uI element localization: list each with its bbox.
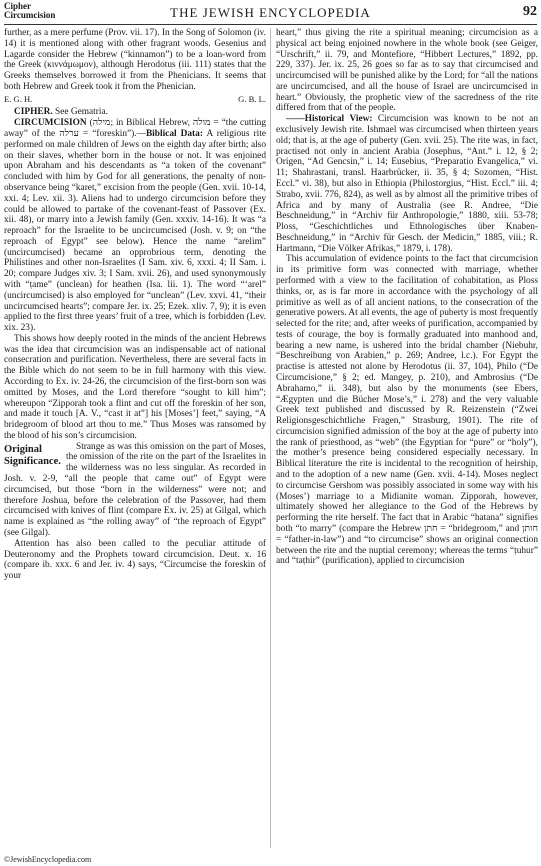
column-divider — [270, 28, 271, 848]
paragraph-accumulation: This accumulation of evidence points to the fact that circumcision in its primitive form was connected with marriage, whether performed with a view to the facilitation of cohabitation, as Ploss thinks, or, as is far more in accordance with the psychology of all primitive as well as of all ancient nations, to the consecration of the generative powers. At all events, the age of puberty is most frequently selected for the rite; and, after weeks of purification, accompanied by tests of courage, the boy is formally graduated into manhood and, bearing a new name, is ushered into the bridal chamber (Niebuhr, “Beschreibung von Arabien,” p. 269; Andree, l.c.). For Egypt the practise is attested not alone by Herodotus (ii. 37, 104), Philo (“De Circumcisione,” § 2; ed. Mangey, p. 210), and Ambrosius (“De Abrahamo,” ii. 348), but also by the monuments (see Ebers, “Ægypten und die Bücher Mose’s,” i. 278) and the very valuable Greek text published and discussed by R. Reizenstein (“Zwei Religionsgeschichtliche Fragen,” Strasburg, 1901). The rite of circumcision signified admission of the boy at the age of puberty into the rank of priesthood, as “web” (the Egyptian for “pure” or “holy”), the mother’s presence being considered especially necessary. In Biblical literature the rite is incidental to the recognition of heirship, and to the adoption of a new name (Gen. xvii. 4-14). Moses neglect to circumcise Gershom was possibly associated in some way with his (Moses’) marriage to a Midianite woman. Zipporah, however, ultimately showed her allegiance to the God of the Hebrews by performing the rite herself. The fact that in Arabic “hatana” signifies both “to marry” (compare the Hebrew חתן = “bridegroom,” and חותן = “father-in-law”) and “to circumcise” shows an original connection between the rite and the nuptial ceremony; whereas the terms “ṭuhur” and “taṭhir” (purification), applied to circumcision — [276, 254, 538, 567]
paragraph-deuteronomy: Attention has also been called to the peculiar attitude of Deuteronomy and the Prophets toward circumcision. Deut. x. 16 (compare ib. xxx. 6 and Jer. iv. 4) says, “Circumcise the foreskin of your — [4, 538, 266, 582]
page-header — [4, 2, 537, 25]
historical-view-entry — [276, 114, 538, 254]
guide-top: Cipher — [4, 1, 31, 11]
historical-view-text: Circumcision was known to be not an exclusively Jewish rite. Ishmael was circumcised when thirteen years old; that is, at the age of puberty (Gen. xvii. 25). The rite was, in fact, practised not only in ancient Arabia (Josephus, “Ant.” i. 12, § 2; Origen, “Ad Gencsin,” i. 14; Eusebius, “Preparatio Evangelica,” vi. 11; Shahrastani, transl. Haarbrücker, ii. 35, § 4; Sozomen, “Hist. Eccl.” vi. 38), but also in Ethiopia (Philostorgius, “Hist. Eccl.” iii. 4; Strabo, xvii. 776, 824), as well as by almost all the primitive tribes of Africa and by many of Australia (see R. Andree, “Die Beschneidung,” in “Archiv für Anthropologie,” 1880, xiii. 53-78; Ploss, “Geschichtliches und Ethnologisches über Knaben-Beschneidung,” in “Archiv für Gesch. der Medicin,” 1885, viii.; R. Hartmann, “Die Völker Afrikas,” 1879, i. 178). — [276, 114, 538, 254]
signature-right: G. B. L. — [238, 93, 266, 104]
left-column — [4, 28, 266, 848]
paragraph-deeply-rooted: This shows how deeply rooted in the minds of the ancient Hebrews was the idea that circumcision was an indispensable act of national consecration and purification. Nevertheless, there are several facts in the Bible which do not seem to be in full harmony with this view. According to Ex. iv. 24-26, the circumcision of the first-born son was omitted by Moses, and the Lord therefore “sought to kill him”; whereupon “Zipporah took a flint and cut off the foreskin of her son, and made it touch [A. V., “cast it at”] his [Moses’] feet,” saying, “A bridegroom of blood art thou to me.” Thus Moses was ransomed by the blood of his son’s circumcision. — [4, 333, 266, 441]
guide-bottom: Circumcision — [4, 10, 56, 20]
side-heading-original-significance: Original Significance. — [4, 443, 61, 468]
cinnamon-paragraph: further, as a mere perfume (Prov. vii. 17). In the Song of Solomon (iv. 14) it is mentioned along with other fragrant woods. Gesenius and Lagarde consider the Hebrew (“kinnamon”) to be a loan-word from the Greek (κιννάμωμον), although Herodotus (iii. 111) states that the Greeks themselves borrowed it from the Phenicians. It seems that both Hebrew and Greek took it from the Phenician. — [4, 28, 266, 92]
cipher-heading: CIPHER. — [14, 107, 53, 118]
paragraph-omission: Strange as was this omission on the part of Moses, the omission of the rite on the part of the Israelites in the wilderness was no less singular. As recorded in Josh. v. 2-9, “all the people that came out” of Egypt were circumcised, but those “born in the wilderness” were not; and therefore Joshua, before the celebration of the Passover, had them circumcised with knives of flint (compare Ex. iv. 25) at Gilgal, which name is explained as “the rolling away” of “the reproach of Egypt” (see Gilgal). — [4, 441, 266, 538]
biblical-data-text: A religious rite performed on male children of Jews on the eighth day after birth; also on their slaves, whether born in the house or not. It was enjoined upon Abraham and his descendants as “a token of the covenant” concluded with him by God for all generations, the penalty of non-observance being “karet,” excision from the people (Gen. xvii. 10-14, xxi. 4; Lev. xii. 3). Aliens had to undergo circumcision before they could be allowed to partake of the covenant-feast of Passover (Ex. xii. 48), or marry into a Jewish family (Gen. xxxiv. 14-16). It was “a reproach” for the Israelite to be uncircumcised (Josh. v. 9; on “the reproach of Egypt” see below). Hence the name “arelim” (uncircumcised) became an opprobrious term, denoting the Philistines and other non-Israelites (I Sam. xiv. 6, xxxi. 4; II Sam. i. 20; compare Judges xiv. 3; I Sam. xvii. 26), and used synonymously with “ṭame” (unclean) for heathen (Isa. lii. 1). The word “‘arel” (uncircumcised) is also employed for “unclean” (Lev. xxvi. 41, “their uncircumcised hearts”; compare Jer. ix. 25; Ezek. xliv. 7, 9); it is even applied to the first three years’ fruit of a tree, which is forbidden (Lev. xix. 23). — [4, 129, 266, 334]
historical-view-heading: ——Historical View: — [286, 114, 373, 125]
circumcision-heading: CIRCUMCISION — [14, 118, 87, 129]
copyright-footer: ©JewishEncyclopedia.com — [4, 855, 92, 864]
cipher-entry — [4, 107, 266, 118]
right-column — [276, 28, 538, 848]
circumcision-entry — [4, 118, 266, 334]
page-number: 92 — [523, 4, 537, 19]
cipher-text: See Gematria. — [52, 107, 108, 118]
page-title: THE JEWISH ENCYCLOPEDIA — [170, 5, 371, 20]
paragraph-heart: heart,” thus giving the rite a spiritual meaning; circumcision as a physical act being enjoined nowhere in the whole book (see Geiger, “Urschrift,” ii. 79, and Montefiore, “Hibbert Lectures,” 1892, pp. 229, 337). Jer. ix. 25, 26 goes so far as to say that circumcised and uncircumcised will be punished alike by the Lord; for “all the nations are uncircumcised, and all the house of Israel are uncircumcised in heart.” Obviously, the prophetic view of the sacredness of the rite differed from that of the people. — [276, 28, 538, 114]
circumcision-intro: (מילה; in Biblical Hebrew, מולה = “the cutting away” of the ערלה = “foreskin”).— — [4, 118, 266, 140]
signature-left: E. G. H. — [4, 93, 33, 104]
signature-line — [4, 94, 266, 105]
biblical-data-heading: Biblical Data: — [145, 129, 203, 140]
